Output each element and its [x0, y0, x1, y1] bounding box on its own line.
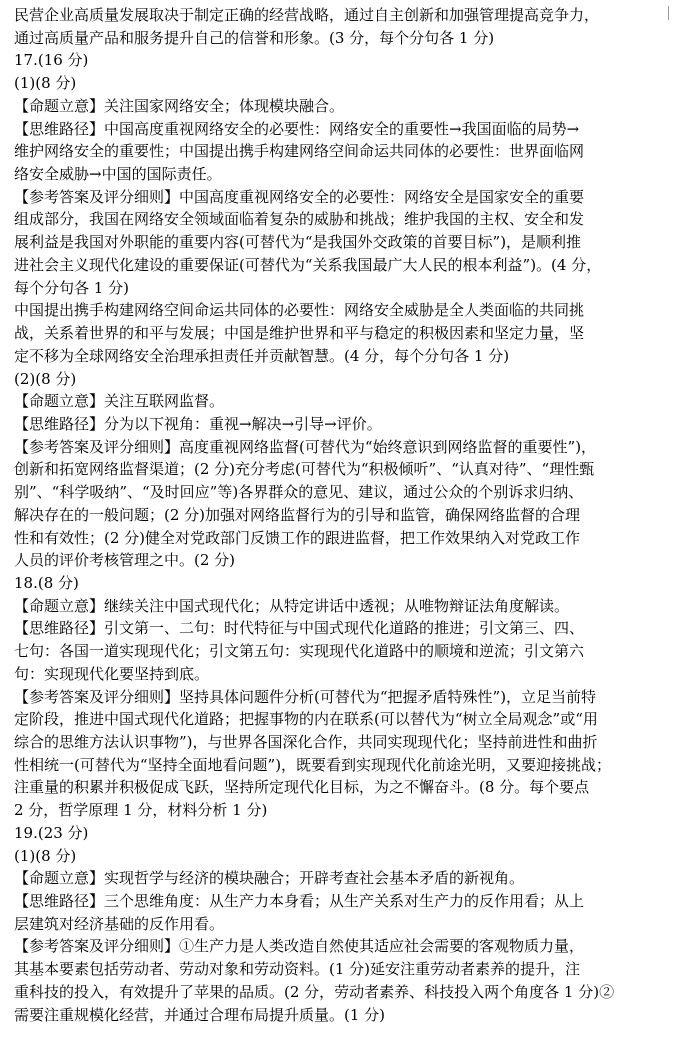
text-line: 【命题立意】实现哲学与经济的模块融合；开辟考查社会基本矛盾的新视角。: [14, 869, 525, 888]
text-line: 【命题立意】关注国家网络安全；体现模块融合。: [14, 96, 345, 115]
text-line: 战，关系着世界的和平与发展；中国是维护世界和平与稳定的积极因素和坚定力量，坚: [14, 324, 585, 343]
text-line: 创新和拓宽网络监督渠道；(2 分)充分考虑(可替代为“积极倾听”、“认真对待”、“理性甄: [14, 460, 595, 479]
text-line: 解决存在的一般问题；(2 分)加强对网络监督行为的引导和监管，确保网络监督的合理: [14, 505, 581, 524]
text-line: 别”、“科学吸纳”、“及时回应”等)各界群众的意见、建议，通过公众的个别诉求归纳、: [14, 483, 584, 502]
text-line: 中国提出携手构建网络空间命运共同体的必要性：网络安全威胁是全人类面临的共同挑: [14, 301, 585, 320]
text-line: 层建筑对经济基础的反作用看。: [14, 914, 225, 933]
text-line: 进社会主义现代化建设的重要保证(可替代为“关系我国最广大人民的根本利益”)。(4 分，: [14, 255, 602, 274]
text-line: 维护网络安全的重要性；中国提出携手构建网络空间命运共同体的必要性：世界面临网: [14, 142, 585, 161]
sub-question-heading: (1)(8 分): [14, 74, 77, 93]
text-line: 【思维路径】中国高度重视网络安全的必要性：网络安全的重要性→我国面临的局势→: [14, 119, 580, 138]
sub-question-heading: (1)(8 分): [14, 846, 77, 865]
question-heading: 17.(16 分): [14, 51, 89, 70]
text-line: 【命题立意】继续关注中国式现代化；从特定讲话中透视；从唯物辩证法角度解读。: [14, 596, 570, 615]
sub-question-heading: (2)(8 分): [14, 369, 77, 388]
text-line: 七句：各国一道实现现代化；引文第五句：实现现代化道路中的顺境和逆流；引文第六: [14, 642, 585, 661]
page-edge-mark: [668, 6, 669, 20]
text-line: 【参考答案及评分细则】坚持具体问题件分析(可替代为“把握矛盾特殊性”)，立足当前特: [14, 687, 597, 706]
text-line: 【参考答案及评分细则】①生产力是人类改造自然使其适应社会需要的客观物质力量，: [14, 937, 585, 956]
text-line: 【思维路径】分为以下视角：重视→解决→引导→评价。: [14, 414, 382, 433]
text-line: 络安全威胁→中国的国际责任。: [14, 165, 222, 184]
text-line: 综合的思维方法认识事物”)，与世界各国深化合作，共同实现现代化；坚持前进性和曲折: [14, 733, 598, 751]
text-line: 句：实现现代化要坚持到底。: [14, 664, 210, 683]
text-line: 性和有效性；(2 分)健全对党政部门反馈工作的跟进监督，把工作效果纳入对党政工作: [14, 528, 581, 547]
question-heading: 19.(23 分): [14, 823, 89, 842]
text-line: 展利益是我国对外职能的重要内容(可替代为“是我国外交政策的首要目标”)，是顺利推: [14, 233, 582, 252]
text-line: 每个分句各 1 分): [14, 278, 129, 297]
document-body: [14, 4, 666, 1026]
text-line: 【参考答案及评分细则】中国高度重视网络安全的必要性：网络安全是国家安全的重要: [14, 187, 585, 206]
text-line: 【思维路径】三个思维角度：从生产力本身看；从生产关系对生产力的反作用看；从上: [14, 892, 585, 911]
text-line: 需要注重规模化经营，并通过合理布局提升质量。(1 分): [14, 1005, 386, 1024]
text-line: 组成部分，我国在网络安全领域面临着复杂的威胁和挑战；维护我国的主权、安全和发: [14, 210, 585, 229]
text-line: 人员的评价考核管理之中。(2 分): [14, 551, 236, 570]
text-line: 民营企业高质量发展取决于制定正确的经营战略，通过自主创新和加强管理提高竞争力，: [14, 6, 600, 24]
text-line: 2 分，哲学原理 1 分，材料分析 1 分): [14, 801, 268, 820]
text-line: 重科技的投入，有效提升了苹果的品质。(2 分，劳动者素养、科技投入两个角度各 1 分)②: [14, 982, 615, 1001]
text-line: 性相统一(可替代为“坚持全面地看问题”)，既要看到实现现代化前途光明，又要迎接挑战；: [14, 755, 612, 774]
question-heading: 18.(8 分): [14, 573, 79, 592]
text-line: 注重量的积累并积极促成飞跃，坚持所定现代化目标，为之不懈奋斗。(8 分。每个要点: [14, 778, 590, 797]
text-line: 通过高质量产品和服务提升自己的信誉和形象。(3 分，每个分句各 1 分): [14, 28, 495, 47]
text-line: 定不移为全球网络安全治理承担责任并贡献智慧。(4 分，每个分句各 1 分): [14, 346, 510, 365]
text-line: 【参考答案及评分细则】高度重视网络监督(可替代为“始终意识到网络监督的重要性”)，: [14, 437, 597, 456]
text-line: 【思维路径】引文第一、二句：时代特征与中国式现代化道路的推进；引文第三、四、: [14, 619, 585, 638]
text-line: 定阶段，推进中国式现代化道路；把握事物的内在联系(可以替代为“树立全局观念”或“用: [14, 710, 598, 729]
text-line: 其基本要素包括劳动者、劳动对象和劳动资料。(1 分)延安注重劳动者素养的提升，注: [14, 960, 581, 979]
text-line: 【命题立意】关注互联网监督。: [14, 392, 225, 411]
